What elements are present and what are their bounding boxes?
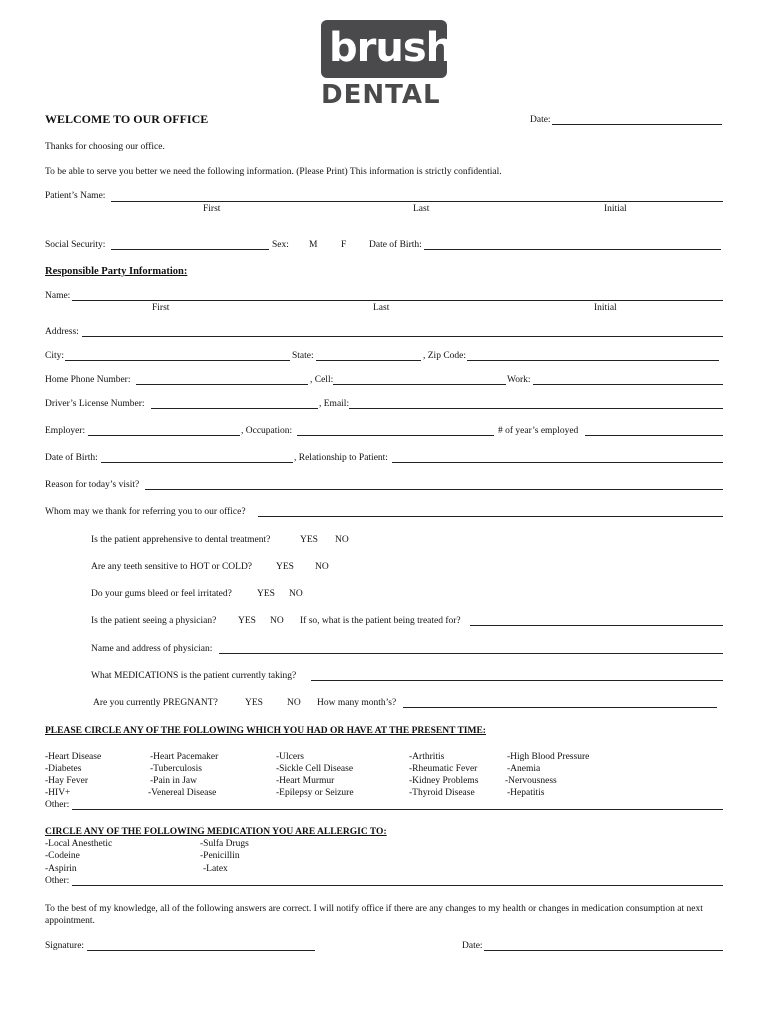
condition-pain-in-jaw[interactable]: -Pain in Jaw [150, 776, 197, 786]
address-field[interactable] [82, 336, 723, 337]
sensitive-yes[interactable]: YES [276, 562, 294, 572]
condition-sickle-cell[interactable]: -Sickle Cell Disease [276, 764, 354, 774]
condition-arthritis[interactable]: -Arthritis [409, 752, 445, 762]
condition-rheumatic-fever[interactable]: -Rheumatic Fever [409, 764, 478, 774]
reason-label: Reason for today’s visit? [45, 480, 140, 490]
condition-hiv[interactable]: -HIV+ [45, 788, 71, 798]
allergy-codeine[interactable]: -Codeine [45, 851, 80, 861]
treated-for-field[interactable] [470, 625, 723, 626]
medications-field[interactable] [311, 680, 723, 681]
employer-label: Employer: [45, 426, 86, 436]
condition-nervousness[interactable]: -Nervousness [505, 776, 557, 786]
state-field[interactable] [316, 360, 421, 361]
treated-for-label: If so, what is the patient being treated for? [300, 616, 461, 626]
license-field[interactable] [151, 408, 318, 409]
last-caption: Last [413, 204, 430, 214]
zip-field[interactable] [467, 360, 719, 361]
months-field[interactable] [403, 707, 717, 708]
allergy-aspirin[interactable]: -Aspirin [45, 864, 77, 874]
condition-heart-disease[interactable]: -Heart Disease [45, 752, 102, 762]
apprehensive-no[interactable]: NO [335, 535, 349, 545]
signature-label: Signature: [45, 941, 85, 951]
cell-label: , Cell: [310, 375, 334, 385]
condition-anemia[interactable]: -Anemia [507, 764, 541, 774]
occupation-label: , Occupation: [241, 426, 293, 436]
condition-hepatitis[interactable]: -Hepatitis [507, 788, 545, 798]
condition-heart-murmur[interactable]: -Heart Murmur [276, 776, 335, 786]
city-label: City: [45, 351, 65, 361]
date-field[interactable] [552, 124, 722, 125]
sex-m-option[interactable]: M [309, 240, 318, 250]
gums-no[interactable]: NO [289, 589, 303, 599]
thanks-text: Thanks for choosing our office. [45, 142, 165, 152]
ssn-field[interactable] [111, 249, 269, 250]
employer-field[interactable] [88, 435, 240, 436]
allergies-other-label: Other: [45, 876, 70, 886]
years-employed-field[interactable] [585, 435, 723, 436]
home-phone-label: Home Phone Number: [45, 375, 131, 385]
allergy-local-anesthetic[interactable]: -Local Anesthetic [45, 839, 113, 849]
page-title: WELCOME TO OUR OFFICE [45, 112, 209, 126]
medications-label: What MEDICATIONS is the patient currently taking? [91, 671, 297, 681]
initial-caption: Initial [604, 204, 627, 214]
condition-epilepsy[interactable]: -Epilepsy or Seizure [276, 788, 354, 798]
signature-date-field[interactable] [484, 950, 723, 951]
dob-label: Date of Birth: [369, 240, 422, 250]
city-field[interactable] [65, 360, 290, 361]
condition-hay-fever[interactable]: -Hay Fever [45, 776, 88, 786]
sex-label: Sex: [272, 240, 289, 250]
responsible-heading: Responsible Party Information: [45, 266, 188, 277]
email-field[interactable] [349, 408, 723, 409]
apprehensive-yes[interactable]: YES [300, 535, 318, 545]
sensitive-question: Are any teeth sensitive to HOT or COLD? [91, 562, 253, 572]
conditions-other-label: Other: [45, 800, 70, 810]
resp-name-label: Name: [45, 291, 71, 301]
resp-dob-field[interactable] [101, 462, 293, 463]
years-employed-label: # of year’s employed [498, 426, 579, 436]
patient-name-label: Patient’s Name: [45, 191, 106, 201]
sex-f-option[interactable]: F [341, 240, 347, 250]
referral-field[interactable] [258, 516, 723, 517]
first-caption: First [203, 204, 221, 214]
physician-question: Is the patient seeing a physician? [91, 616, 217, 626]
allergies-other-field[interactable] [72, 885, 723, 886]
intro-text: To be able to serve you better we need the following information. (Please Print) This information is strictly confidential. [45, 167, 502, 177]
dob-field[interactable] [424, 249, 721, 250]
physician-yes[interactable]: YES [238, 616, 256, 626]
date-label: Date: [530, 115, 551, 125]
months-label: How many month’s? [317, 698, 397, 708]
logo-dental: DENTAL [321, 80, 441, 110]
resp-last-caption: Last [373, 303, 390, 313]
resp-name-field[interactable] [72, 300, 723, 301]
condition-ulcers[interactable]: -Ulcers [276, 752, 304, 762]
resp-initial-caption: Initial [594, 303, 617, 313]
physician-address-field[interactable] [219, 653, 723, 654]
license-label: Driver’s License Number: [45, 399, 145, 409]
logo-box [321, 20, 454, 78]
resp-dob-label: Date of Birth: [45, 453, 98, 463]
zip-label: , Zip Code: [423, 351, 467, 361]
gums-question: Do your gums bleed or feel irritated? [91, 589, 232, 599]
state-label: State: [292, 351, 314, 361]
logo-word: brush [329, 25, 454, 71]
signature-field[interactable] [87, 950, 315, 951]
home-phone-field[interactable] [136, 384, 308, 385]
relationship-field[interactable] [392, 462, 723, 463]
condition-diabetes[interactable]: -Diabetes [45, 764, 82, 774]
referral-label: Whom may we thank for referring you to our office? [45, 507, 246, 517]
relationship-label: , Relationship to Patient: [294, 453, 388, 463]
physician-no[interactable]: NO [270, 616, 284, 626]
brush-dental-logo [321, 20, 454, 110]
work-field[interactable] [533, 384, 723, 385]
condition-high-blood-pressure[interactable]: -High Blood Pressure [507, 752, 590, 762]
allergy-latex[interactable]: -Latex [203, 864, 228, 874]
condition-thyroid-disease[interactable]: -Thyroid Disease [409, 788, 475, 798]
signature-date-label: Date: [462, 941, 483, 951]
allergies-heading: CIRCLE ANY OF THE FOLLOWING MEDICATION YOU ARE ALLERGIC TO: [45, 827, 387, 837]
condition-kidney-problems[interactable]: -Kidney Problems [409, 776, 479, 786]
address-label: Address: [45, 327, 79, 337]
occupation-field[interactable] [297, 435, 494, 436]
gums-yes[interactable]: YES [257, 589, 275, 599]
conditions-other-field[interactable] [72, 809, 723, 810]
resp-first-caption: First [152, 303, 170, 313]
condition-heart-pacemaker[interactable]: -Heart Pacemaker [150, 752, 219, 762]
apprehensive-question: Is the patient apprehensive to dental treatment? [91, 535, 271, 545]
reason-field[interactable] [145, 489, 723, 490]
allergy-sulfa-drugs[interactable]: -Sulfa Drugs [200, 839, 249, 849]
patient-name-field[interactable] [111, 201, 723, 202]
condition-venereal-disease[interactable]: -Venereal Disease [148, 788, 217, 798]
condition-tuberculosis[interactable]: -Tuberculosis [150, 764, 202, 774]
pregnant-yes[interactable]: YES [245, 698, 263, 708]
consent-statement: To the best of my knowledge, all of the following answers are correct. I will notify office if there are any changes to my health or changes in medication consumption at next appointment. [45, 904, 703, 926]
pregnant-question: Are you currently PREGNANT? [93, 698, 218, 708]
email-label: , Email: [319, 399, 350, 409]
ssn-label: Social Security: [45, 240, 106, 250]
allergy-penicillin[interactable]: -Penicillin [200, 851, 240, 861]
sensitive-no[interactable]: NO [315, 562, 329, 572]
pregnant-no[interactable]: NO [287, 698, 301, 708]
physician-address-label: Name and address of physician: [91, 644, 213, 654]
cell-field[interactable] [333, 384, 506, 385]
conditions-heading: PLEASE CIRCLE ANY OF THE FOLLOWING WHICH YOU HAD OR HAVE AT THE PRESENT TIME: [45, 726, 486, 736]
work-label: Work: [507, 375, 531, 385]
